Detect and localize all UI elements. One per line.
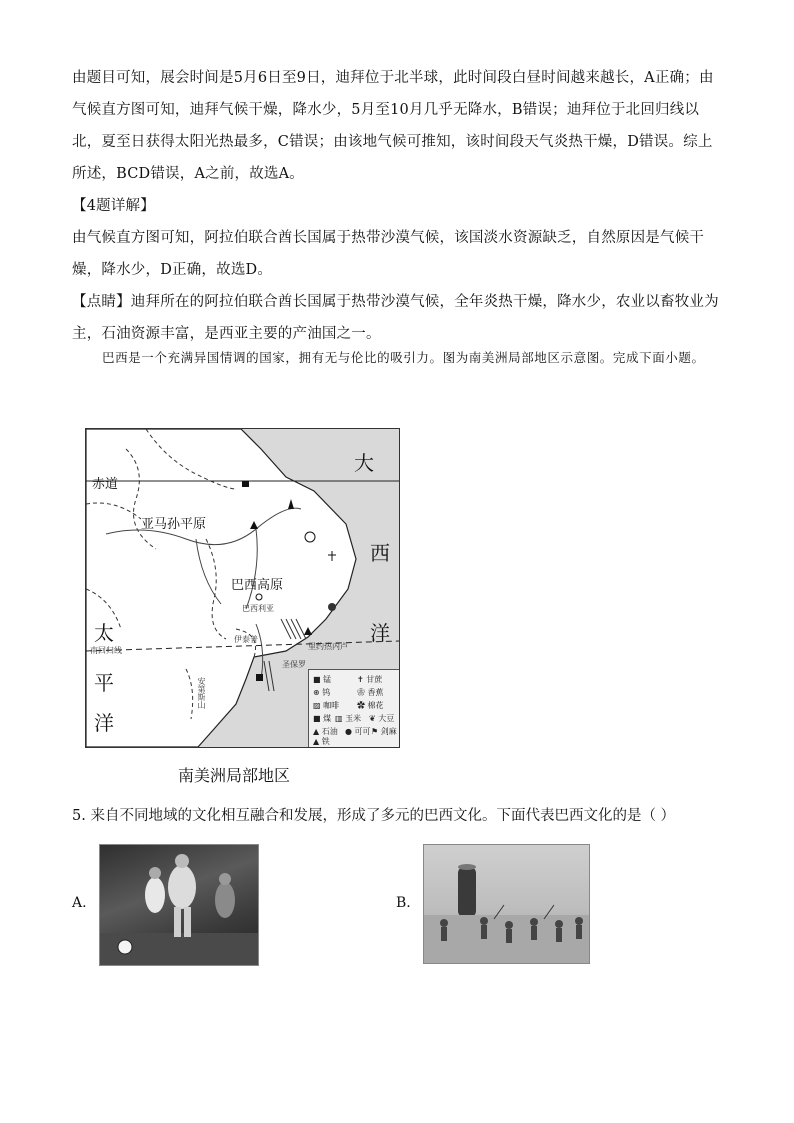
question-number: 5. [72,808,86,824]
legend-iron: ▲ 铁 [313,737,330,746]
football-scene [100,845,258,965]
legend-sisal: ⚑ 剑麻 [371,727,397,736]
rio-label: 里约热内卢 [308,642,348,651]
option-a-football-photo [99,844,259,966]
manganese-icon [242,481,249,487]
andes-label: 安第斯山 [197,677,206,709]
option-b-label: B. [396,895,411,911]
equator-label: 赤道 [92,477,119,492]
legend-soybean: ❦ 大豆 [369,714,395,723]
legend-coffee: ▨ 咖啡 [313,701,340,710]
legend-coal: ■ 煤 [313,714,332,723]
cacao-icon [328,603,336,611]
legend-cacao: ● 可可 [345,727,371,736]
brasilia-label: 巴西利亚 [242,604,274,613]
option-b-drum-dance-photo [423,844,590,964]
capital-icon [256,594,262,600]
answer-explanation-paragraph: 由题目可知，展会时间是5月6日至9日，迪拜位于北半球，此时间段白昼时间越来越长，A正确；由气候直方图可知，迪拜气候干燥，降水少，5月至10月几乎无降水，B错误；迪拜位于北回归线以北，夏至日获得太阳光热最多，C错误；由该地气候可推知，该时间段天气炎热干燥，D错误。综上所述，BCD错误，A之前，故选A。 [72,70,714,182]
atlantic-label-yang: 洋 [370,621,390,645]
legend-tungsten: ⊛ 钨 [313,688,331,697]
tropic-label: 南回归线 [90,646,122,655]
tungsten-icon [305,532,315,542]
question-4-explanation: 由气候直方图可知，阿拉伯联合酋长国属于热带沙漠气候，该国淡水资源缺乏，自然原因是气候干燥，降水少，D正确，故选D。 [72,230,705,278]
coal-icon [256,674,263,681]
brazil-plateau-label: 巴西高原 [231,578,284,593]
pacific-label-ping: 平 [94,671,114,695]
drum-dance-scene [424,845,589,963]
question-text: 来自不同地域的文化相互融合和发展，形成了多元的巴西文化。下面代表巴西文化的是（ ） [90,808,676,824]
question-4-heading: 【4题详解】 [72,198,155,214]
map-legend [308,669,399,747]
legend-corn: ▥ 玉米 [335,714,362,723]
material-intro: 巴西是一个充满异国情调的国家，拥有无与伦比的吸引力。图为南美洲局部地区示意图。完成下面小题。 [102,350,705,365]
south-america-map [85,428,400,748]
legend-sugarcane: ✝ 甘蔗 [357,675,383,684]
saopaulo-label: 圣保罗 [282,660,306,669]
map-caption: 南美洲局部地区 [178,766,291,785]
option-a-label: A. [72,895,87,911]
atlantic-label-xi: 西 [370,541,390,565]
pacific-label-tai: 太 [94,621,114,645]
legend-manganese: ■ 锰 [313,675,332,684]
amazon-plain-label: 亚马孙平原 [141,517,207,532]
pacific-label-yang: 洋 [94,711,114,735]
legend-cocoa-crop: ❀ 香蕉 [357,688,384,697]
key-point-paragraph: 【点睛】迪拜所在的阿拉伯联合酋长国属于热带沙漠气候，全年炎热干燥，降水少，农业以畜牧业为主，石油资源丰富，是西亚主要的产油国之一。 [72,294,719,342]
legend-oil: ▲ 石油 [313,727,338,736]
question-5 [72,803,675,829]
itaipu-label: 伊泰普 [234,635,258,644]
legend-cotton: ✿ 棉花 [357,701,384,710]
atlantic-label-da: 大 [354,451,374,475]
